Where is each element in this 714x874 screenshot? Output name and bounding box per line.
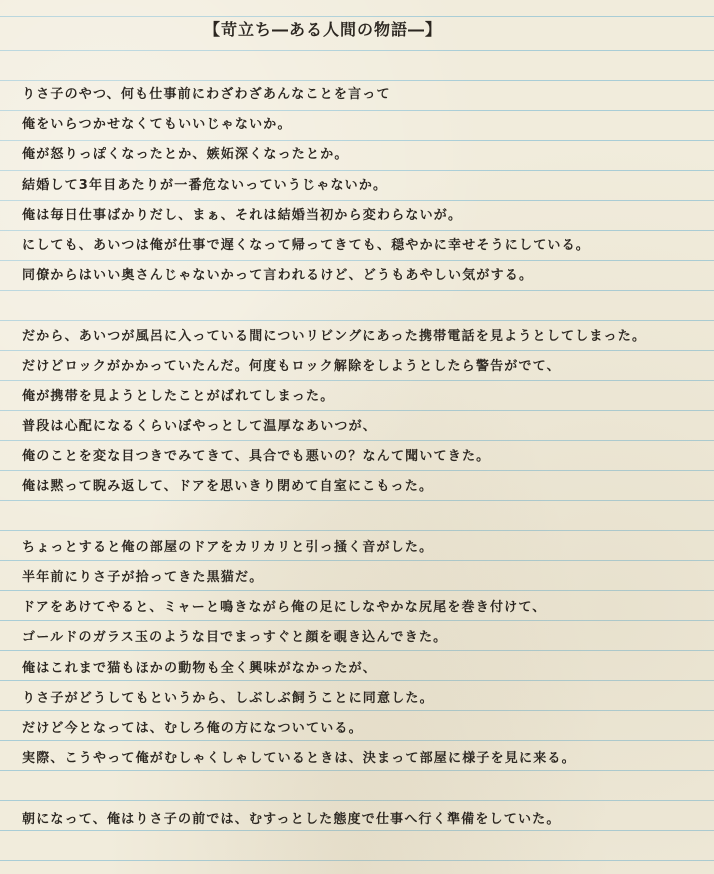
story-line: 同僚からはいい奥さんじゃないかって言われるけど、どうもあやしい気がする。 — [22, 268, 534, 284]
story-line: にしても、あいつは俺が仕事で遅くなって帰ってきても、穏やかに幸せそうにしている。 — [22, 237, 591, 253]
story-title: 【苛立ち―ある人間の物語―】 — [203, 20, 442, 39]
story-line: りさ子のやつ、何も仕事前にわざわざあんなことを言って — [22, 87, 391, 102]
story-line: ゴールドのガラス玉のような目でまっすぐと顔を覗き込んできた。 — [22, 630, 448, 646]
paragraph-break — [22, 291, 702, 321]
story-line: 俺をいらつかせなくてもいいじゃないか。 — [22, 117, 292, 133]
story-line: 俺は黙って睨み返して、ドアを思いきり閉めて自室にこもった。 — [22, 479, 434, 495]
story-line: 実際、こうやって俺がむしゃくしゃしているときは、決まって部屋に様子を見に来る。 — [22, 751, 576, 767]
story-line: ドアをあけてやると、ミャーと鳴きながら俺の足にしなやかな尻尾を巻き付けて、 — [22, 600, 547, 616]
story-body — [22, 80, 702, 835]
paragraph-break — [22, 503, 702, 533]
story-line: 俺が怒りっぽくなったとか、嫉妬深くなったとか。 — [22, 147, 349, 163]
story-line: 俺のことを変な目つきでみてきて、具合でも悪いの？なんて聞いてきた。 — [22, 449, 491, 465]
story-line: 朝になって、俺はりさ子の前では、むすっとした態度で仕事へ行く準備をしていた。 — [22, 811, 561, 827]
story-line: 結婚して3年目あたりが一番危ないっていうじゃないか。 — [22, 177, 388, 193]
story-line: りさ子がどうしてもというから、しぶしぶ飼うことに同意した。 — [22, 690, 434, 706]
paragraph-break — [22, 774, 702, 804]
story-line: 半年前にりさ子が拾ってきた黒猫だ。 — [22, 570, 264, 585]
story-line: 俺が携帯を見ようとしたことがばれてしまった。 — [22, 388, 335, 404]
story-line: 普段は心配になるくらいぼやっとして温厚なあいつが、 — [22, 419, 378, 435]
story-line: 俺はこれまで猫もほかの動物も全く興味がなかったが、 — [22, 660, 378, 676]
story-line: 俺は毎日仕事ばかりだし、まぁ、それは結婚当初から変わらないが。 — [22, 207, 463, 223]
story-line: だけど今となっては、むしろ俺の方になついている。 — [22, 720, 363, 736]
story-line: だけどロックがかかっていたんだ。何度もロック解除をしようとしたら警告がでて、 — [22, 358, 561, 374]
story-line: ちょっとすると俺の部屋のドアをカリカリと引っ掻く音がした。 — [22, 539, 434, 555]
story-line: だから、あいつが風呂に入っている間についリビングにあった携帯電話を見ようとしてしまった。 — [22, 328, 647, 344]
